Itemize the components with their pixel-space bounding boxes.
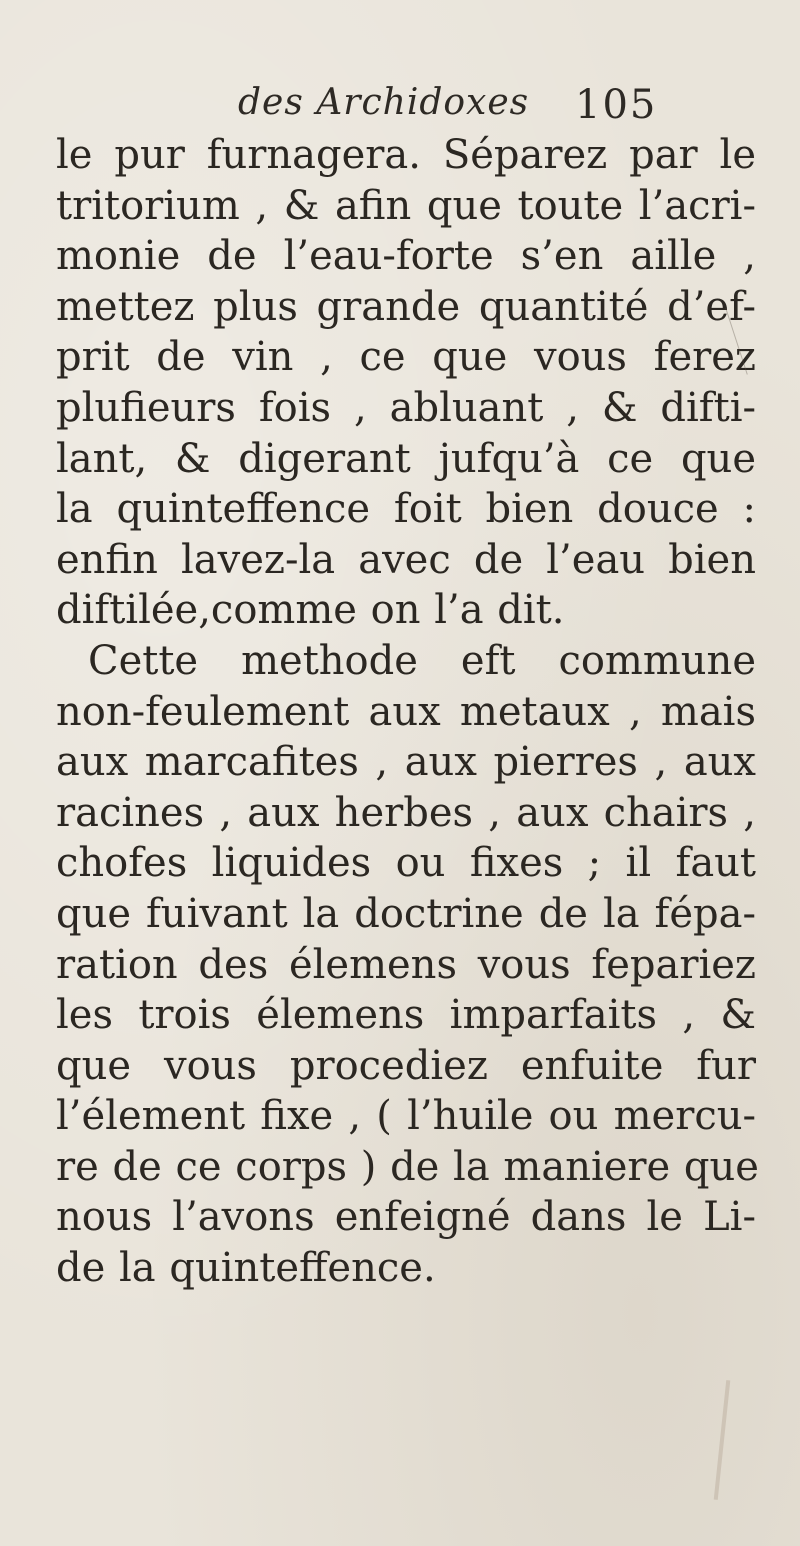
page-header <box>0 82 800 132</box>
text-line: lant, & digerant jufqu’à ce que <box>56 435 756 482</box>
text-line: tritorium , & afin que toute l’acri- <box>56 182 756 229</box>
text-line: prit de vin , ce que vous ferez <box>56 334 756 381</box>
text-line: nous l’avons enfeigné dans le Li- <box>56 1194 756 1241</box>
text-line: de la quinteffence. <box>56 1245 436 1292</box>
text-line: re de ce corps ) de la maniere que <box>56 1143 759 1190</box>
text-line: que fuivant la doctrine de la fépa- <box>56 890 756 937</box>
text-line: la quinteffence foit bien douce : <box>56 486 756 533</box>
text-line: plufieurs fois , abluant , & difti- <box>56 384 756 431</box>
text-line: racines , aux herbes , aux chairs , <box>56 789 756 836</box>
text-line: ration des élemens vous fepariez <box>56 941 756 988</box>
text-line: que vous procediez enfuite fur <box>56 1042 756 1089</box>
text-line: monie de l’eau-forte s’en aille , <box>56 233 756 280</box>
text-line: aux marcafites , aux pierres , aux <box>56 739 756 786</box>
text-line: le pur furnagera. Séparez par le <box>56 132 756 178</box>
running-title: des Archidoxes <box>238 82 530 123</box>
text-line: les trois élemens imparfaits , & <box>56 992 756 1039</box>
text-line: enfin lavez-la avec de l’eau bien <box>56 536 756 583</box>
text-line: chofes liquides ou fixes ; il faut <box>56 840 756 887</box>
paragraph-start-line: Cette methode eft commune <box>88 637 756 684</box>
text-line: l’élement fixe , ( l’huile ou mercu- <box>56 1093 756 1140</box>
body-text <box>56 130 759 1294</box>
text-line: mettez plus grande quantité d’ef- <box>56 283 756 330</box>
page-number: 105 <box>575 82 658 128</box>
text-line: non-feulement aux metaux , mais <box>56 688 756 735</box>
text-line: diftilée,comme on l’a dit. <box>56 587 565 634</box>
paper-smudge <box>714 1380 731 1500</box>
